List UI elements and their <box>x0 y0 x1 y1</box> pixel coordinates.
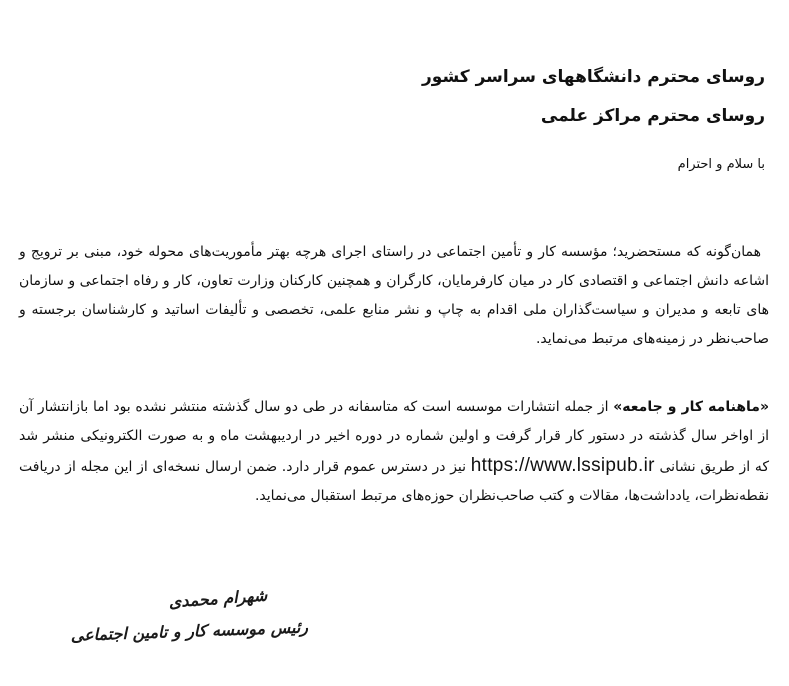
paragraph-2-text-b: نیز در دسترس عموم قرار دارد. ضمن ارسال نسخه‌ای از این مجله از دریافت نقطه‌نظرات، یادداشت‌ها، مقالات و کتب صاحب‌نظران حوزه‌های مرتبط استقبال می‌نماید. <box>19 459 769 504</box>
website-link[interactable]: https://www.lssipub.ir <box>470 455 655 476</box>
greeting: با سلام و احترام <box>677 157 765 172</box>
signature-role: رئیس موسسه کار و تامین اجتماعی <box>70 617 309 645</box>
addressee-line-1: روسای محترم دانشگاههای سراسر کشور <box>422 67 765 87</box>
addressee-line-2: روسای محترم مراکز علمی <box>540 106 765 126</box>
paragraph-2 <box>19 393 769 511</box>
paragraph-2-text-a: از جمله انتشارات موسسه است که متاسفانه در طی دو سال گذشته منتشر نشده بود اما بازانتشار آن از اواخر سال گذشته در دستور کار قرار گرفت و اولین شماره در دوره اخیر در اردیبهشت ماه و به صورت الکترونیکی منشر شد که از طریق نشانی <box>19 399 769 475</box>
magazine-title: «ماهنامه کار و جامعه» <box>613 399 769 415</box>
signature-block <box>70 585 309 646</box>
paragraph-1: همان‌گونه که مستحضرید؛ مؤسسه کار و تأمین اجتماعی در راستای اجرای هرچه بهتر مأموریت‌های محوله خود، مبنی بر ترویج و اشاعه دانش اجتماعی و اقتصادی کار در میان کارفرمایان، کارگران و همچنین کارکنان وزارت تعاون، کار و رفاه اجتماعی و سازمان های تابعه و مدیران و سیاست‌گذاران ملی اقدام به چاپ و نشر منابع علمی، تخصصی و تألیفات اساتید و کارشناسان برجسته و صاحب‌نظر در زمینه‌های مرتبط می‌نماید. <box>19 244 769 347</box>
signature-name: شهرام محمدی <box>168 585 268 612</box>
